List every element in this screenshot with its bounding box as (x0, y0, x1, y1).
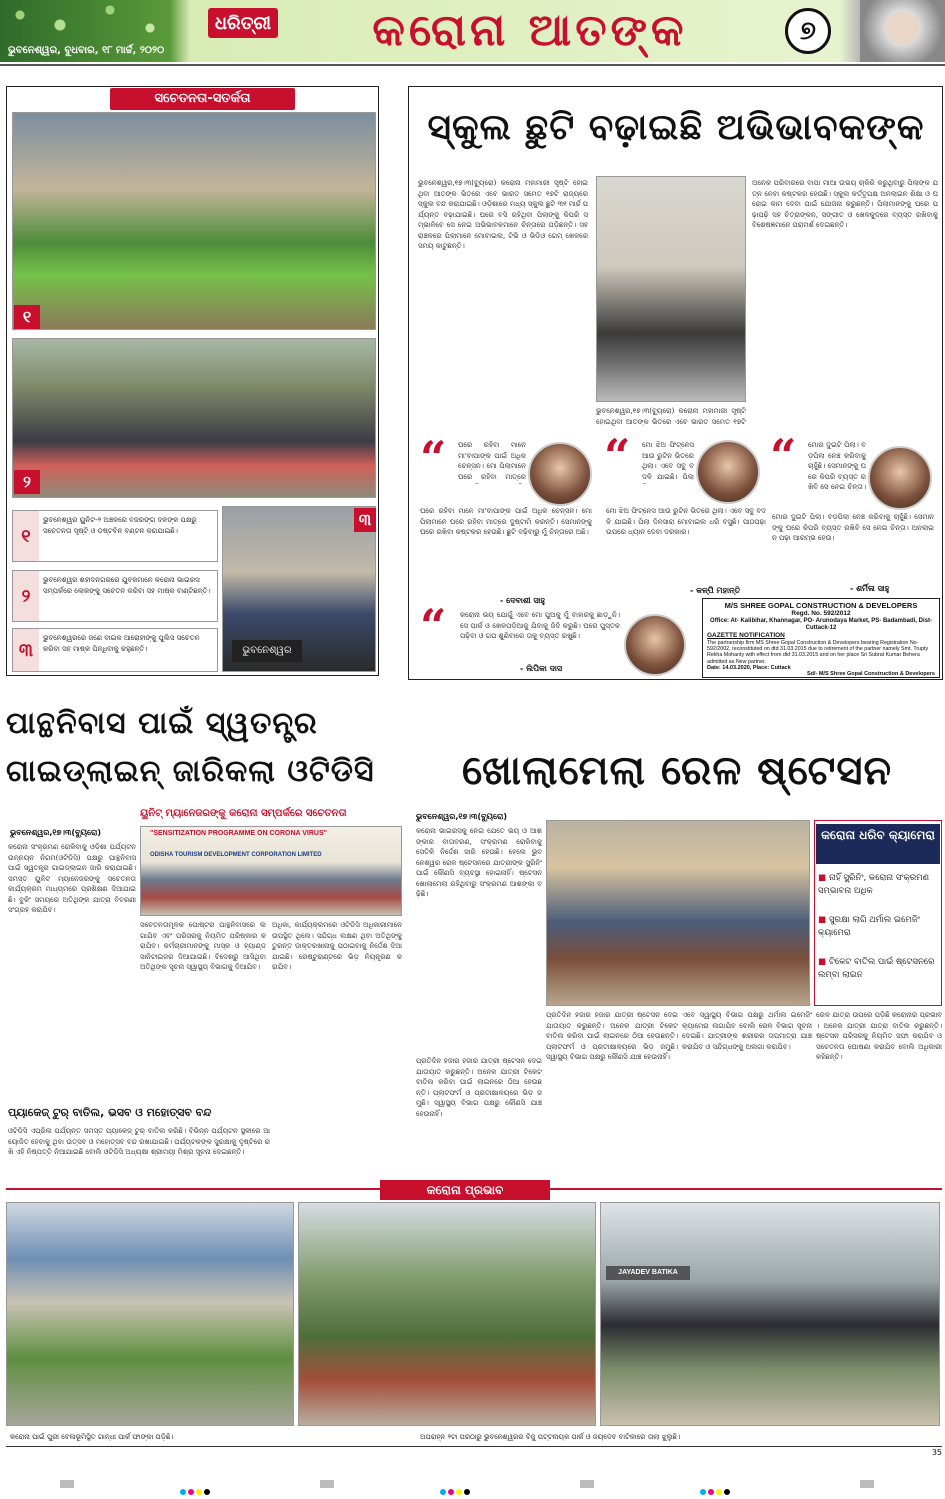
otdc-headline-1: ପାନ୍ଥନିବାସ ପାଇଁ ସ୍ୱତନ୍ତ୍ର (6, 706, 318, 741)
quote-mark-4: “ (420, 599, 447, 653)
photo-railway-station (546, 820, 810, 1006)
gazette-date: Date: 14.03.2020, Place: Cuttack (707, 664, 791, 671)
caption-num: ୩ (13, 629, 39, 671)
photo-biju-park (298, 1202, 596, 1426)
gray-block (60, 1480, 74, 1488)
quote-1-name: - ଦେବାଶୀ ସାହୁ (500, 596, 546, 605)
camera-item-3 (818, 956, 938, 996)
print-marks (0, 1478, 945, 1492)
awareness-tag: ସଚେତନତା-ସତର୍କତା (110, 88, 295, 110)
cmyk-dots (440, 1480, 472, 1499)
photo-kids-home (596, 176, 746, 402)
camera-item-text: ଟିକେଟ ବାତିଲ ପାଇଁ ଷ୍ଟେସନରେ ଲମ୍ବା ଲାଇନ (818, 957, 935, 980)
page-title: କରୋନା ଆତଙ୍କ (372, 5, 688, 56)
leaf-pattern (0, 0, 180, 40)
photo-youth-masks (12, 338, 376, 498)
gazette-regd: Regd. No. 592/2012 (791, 610, 851, 617)
caption-3 (12, 628, 218, 672)
railway-dateline: ଭୁବନେଶ୍ୱର,୧୭।୩(ବ୍ୟୁରୋ) (416, 812, 508, 821)
camera-item-text: ସୁରକ୍ଷା ଲାଗି ଥର୍ମାଲ ଇମେଜିଂ କ୍ୟାମେରା (818, 915, 920, 938)
caption-num: ୧ (13, 511, 39, 561)
caption-bottom-left: କରୋନା ପାଇଁ ପୁରୀ ବେଳାଭୂମିସ୍ଥିତ ଗାନ୍ଧୀ ପାର୍କ ଫାଙ୍କା ପଡ଼ିଛି। (10, 1433, 174, 1441)
quote-mark-1: “ (420, 431, 447, 485)
quote-1-text-b: ଘରେ ରହିବା ମାନେ ମା'ବାପାଙ୍କ ପାଇଁ ଅଧିକ ଚେନ୍ସନ। ମୋ ପିଲାମାନେ ଘରେ ରହିବା ମାତ୍ରେ ଦୁଷ୍ଟାମି କରନ୍ତି। ସେମାନଙ୍କୁ ଘରେ ରଖିବା କଷ୍ଟକର ହେଉଛି। ଛୁଟି ବଢ଼ିବାରୁ ମୁଁ ଚିନ୍ତାରେ ଅଛି। (420, 507, 592, 536)
otdc-sub-headline: ପ୍ୟାକେଜ୍ ଟୁର୍ ବାତିଲ, ଭସବ ଓ ମହୋତ୍ସବ ବନ୍ଦ (8, 1106, 212, 1119)
school-body-col2: ଅନେକ ପରିବାରରେ ବାପା ମାଆ ଉଭୟ ଚାକିରି କରୁଥିବାରୁ ପିଲାଙ୍କ ଯତ୍ନ ନେବା କଷ୍ଟକର ହେଉଛି। ସ୍କୁଲ କର୍ତ୍ତୃପକ୍ଷ ଅନଲାଇନ ଶିକ୍ଷା ଓ ଘରୋଇ କାମ ଦେବା ପାଇଁ ଯୋଜନା କରୁଛନ୍ତି। ପିଲାମାନଙ୍କୁ ଘରେ ପଢ଼ାପଢ଼ି ସହ ଚିତ୍ରାଙ୍କନ, ସଙ୍ଗୀତ ଓ ଖେଳକୁଦରେ ବ୍ୟସ୍ତ ରଖିବାକୁ ବିଶେଷଜ୍ଞମାନେ ପରାମର୍ଶ ଦେଇଛନ୍ତି। (752, 179, 938, 229)
camera-item-text: ନାହିଁ ସ୍କ୍ରିନିଂ, କରୋନା ସଂକ୍ରମଣ ସମ୍ଭାବନା ଅଧିକ (818, 873, 929, 896)
header-rule (0, 64, 945, 66)
railway-body-col1b: ପ୍ରତିଦିନ ହଜାର ହଜାର ଯାତ୍ରୀ ଷ୍ଟେସନ ଦେଇ ଯାତାୟାତ କରୁଛନ୍ତି। ଅନେକ ଯାତ୍ରୀ ଟିକେଟ ବାତିଲ କରିବା ପାଇଁ ଲାଇନରେ ଠିଆ ହେଉଛନ୍ତି। ପ୍ଲାଟଫର୍ମ ଓ ପ୍ରତୀକ୍ଷାଳୟରେ ଭିଡ଼ ଜମୁଛି। ସ୍ୱାସ୍ଥ୍ୟ ବିଭାଗ ପକ୍ଷରୁ କୌଣସି ଯାଞ୍ଚ ହେଉନାହିଁ। (416, 1057, 542, 1118)
caption-text: ଭୁବନେଶ୍ୱର ଶହୀଦନଗରରେ ଯୁବକମାନେ କରୋନା ଭାଇରସ ସମ୍ପର୍କରେ ଲୋକଙ୍କୁ ସଚେତନ କରିବା ସହ ମାଷ୍କ ବାଣ୍ଟିଛନ୍ତି। (43, 576, 211, 595)
jayadev-sign: JAYADEV BATIKA (606, 1266, 690, 1280)
bullet-icon: ■ (818, 915, 829, 925)
page-number: ୭ (785, 8, 831, 54)
otdc-photo-caption: ୟୁନିଟ୍ ମ୍ୟାନେଜରଙ୍କୁ କରୋନା ସମ୍ପର୍କରେ ସଚେତନତା (140, 808, 347, 819)
quote-3-text: ମୋର ଦୁଇଟି ପିଲା। ବଡ଼ପିଲା ନେଞ୍ଚ କରିବାକୁ ଚାହୁଁଛି। ସେମାନଙ୍କୁ ଘରେ କିପରି ବ୍ୟସ୍ତ ରଖିବି ସେ ନେଇ ଚିନ୍ତା। (808, 441, 866, 491)
gazette-notice (702, 598, 940, 678)
avatar-2 (696, 440, 760, 504)
gray-block (580, 1480, 594, 1488)
railway-body-col2: ପ୍ରତିଦିନ ହଜାର ହଜାର ଯାତ୍ରୀ ଷ୍ଟେସନ ଦେଇ ଯାତାୟାତ କରୁଛନ୍ତି। ଅନେକ ଯାତ୍ରୀ ଟିକେଟ ବାତିଲ କରିବା ପାଇଁ ଲାଇନରେ ଠିଆ ହେଉଛନ୍ତି। ପ୍ଲାଟଫର୍ମ ଓ ପ୍ରତୀକ୍ଷାଳୟରେ ଭିଡ଼ ଜମୁଛି। ସ୍ୱାସ୍ଥ୍ୟ ବିଭାଗ ପକ୍ଷରୁ କୌଣସି ଯାଞ୍ଚ ହେଉନାହିଁ। (546, 1011, 678, 1061)
school-headline: ସ୍କୁଲ ଛୁଟି ବଢ଼ାଇଛି ଅଭିଭାବକଙ୍କ (427, 107, 925, 148)
railway-headline: ଖୋଲାମେଲା ରେଳ ଷ୍ଟେସନ (461, 748, 893, 794)
caption-2 (12, 570, 218, 622)
cmyk-dots (180, 1480, 212, 1499)
header-photo (860, 0, 945, 62)
dateline: ଭୁବନେଶ୍ୱର, ବୁଧବାର, ୧୮ ମାର୍ଚ୍ଚ, ୨୦୨୦ (8, 45, 165, 56)
folio-number: 35 (931, 1448, 942, 1457)
quote-1-text: ଘରେ ରହିବା ମାନେ ମା'ବାପାଙ୍କ ପାଇଁ ଅଧିକ ଚେନ୍ସନ। ମୋ ପିଲାମାନେ ଘରେ ରହିବା ମାତ୍ରେ (458, 441, 526, 481)
quote-4-text: କରୋନା ଭୟ ଯୋଗୁଁ ଏବେ ମୋ ପୁଅକୁ ମୁଁ ବାହାରକୁ ଛାଡ଼ୁନି। ସେ ପାର୍କ ଓ ଖେଳପଡ଼ିଆକୁ ଯିବାକୁ ଜିଦି କରୁଛି। ଘରେ ପୁସ୍ତକ ପଢ଼ିବା ଓ ଗପ ଶୁଣିବାରେ ତାକୁ ବ୍ୟସ୍ତ ରଖୁଛି। (460, 611, 620, 640)
section-logo: ଧରିତ୍ରୀ (208, 8, 278, 38)
quote-2-name: - କଳ୍ପି ମହାନ୍ତି (690, 586, 741, 595)
quote-mark-2: “ (604, 429, 631, 483)
otdc-banner-title: "SENSITIZATION PROGRAMME ON CORONA VIRUS" (150, 830, 327, 837)
photo-number-3: ୩ (354, 508, 376, 532)
bullet-icon: ■ (818, 957, 829, 967)
otdc-body-col1: କରୋନା ସଂକ୍ରମଣ ରୋକିବାକୁ ଓଡ଼ିଶା ପର୍ଯ୍ୟଟନ ଉନ୍ନୟନ ନିଗମ(ଓଟିଡିସି) ପକ୍ଷରୁ ପାନ୍ଥନିବାସ ପାଇଁ ସ୍ୱତନ୍ତ୍ର ଗାଇଡ୍‌ଲାଇନ ଜାରି କରାଯାଇଛି। ସମସ୍ତ ୟୁନିଟ ମ୍ୟାନେଜରଙ୍କୁ ସଚେତନତା କାର୍ଯ୍ୟକ୍ରମ ମାଧ୍ୟମରେ ପ୍ରଶିକ୍ଷଣ ଦିଆଯାଇଛି। ବୁକିଂ ସମୟରେ ଅତିଥିଙ୍କ ଯାତ୍ରା ବିବରଣୀ ସଂଗ୍ରହ କରାଯିବ। (8, 843, 136, 914)
bullet-icon: ■ (818, 873, 829, 883)
bottom-rule (6, 1446, 942, 1447)
avatar-4 (624, 614, 686, 676)
caption-num: ୨ (13, 571, 39, 621)
avatar-3 (868, 446, 932, 510)
caption-text: ଭୁବନେଶ୍ୱରରେ ଜଣେ ବାଇକ ଆରୋହୀଙ୍କୁ ପୁଲିସ ସଚେତନ କରିବା ସହ ମାଷ୍କ ପିନ୍ଧିବାକୁ କହୁଛନ୍ତି। (43, 634, 200, 653)
gray-block (320, 1480, 334, 1488)
gazette-body: The partnership firm MS Shree Gopal Construction & Developers bearing Registration No-592/2002, reconstituted on dtd 31.03.2015 due to retirement of the partner namely Smt. Trupty Rekha Mohanty with effect from dtd 31.03.2015 and on her place Sri Subrat Kumar Behera admitted as New partner. (707, 640, 929, 665)
photo-number-2: ୨ (14, 470, 40, 494)
otdc-banner-org: ODISHA TOURISM DEVELOPMENT CORPORATION LIMITED (150, 852, 322, 858)
caption-1 (12, 510, 218, 562)
gazette-title: GAZETTE NOTIFICATION (707, 632, 785, 639)
otdc-headline-2: ଗାଇଡ୍‌ଲାଇନ୍ ଜାରିକଲା ଓଟିଡିସି (6, 754, 375, 789)
gazette-company: M/S SHREE GOPAL CONSTRUCTION & DEVELOPERS (724, 601, 918, 610)
school-body-cont: ଭୁବନେଶ୍ୱର,୧୭।୩(ବ୍ୟୁରୋ) କରୋନା ମହାମାରୀ ସୃଷ୍ଟି ହୋଇଥିବା ଆତଙ୍କ ଭିତରେ ଏବେ ଭାରତ ସମେତ ୧୭ଟି (596, 407, 746, 426)
otdc-body-col2: ସଚେତନତାମୂଳକ ପୋଷ୍ଟର ପାନ୍ଥନିବାସରେ ଲଗାଯିବ ଏବଂ ପରିସରକୁ ନିୟମିତ ପରିଷ୍କାର କରାଯିବ। କର୍ମଚାରୀମାନଙ୍କୁ ମାସ୍କ ଓ ହ୍ୟାଣ୍ଡ ସାନିଟାଇଜର ଦିଆଯାଇଛି। ବିଦେଶରୁ ଆସିଥିବା ଅତିଥିଙ୍କ ସୂଚନା ସ୍ୱାସ୍ଥ୍ୟ ବିଭାଗକୁ ଦିଆଯିବ। (140, 921, 266, 971)
bike-banner: ଭୁବନେଶ୍ୱର (232, 640, 302, 662)
camera-item-1 (818, 872, 938, 912)
school-body-col1: ଭୁବନେଶ୍ୱର,୧୭।୩(ବ୍ୟୁରୋ) କରୋନା ମହାମାରୀ ସୃଷ୍ଟି ହୋଇଥିବା ଆତଙ୍କ ଭିତରେ ଏବେ ଭାରତ ସମେତ ୧୭ଟି ରାଜ୍ୟରେ ସ୍କୁଲ ବନ୍ଦ କରାଯାଇଛି। ଓଡ଼ିଶାରେ ମଧ୍ୟ ସ୍କୁଲ ଛୁଟି ୩୧ ମାର୍ଚ୍ଚ ପର୍ଯ୍ୟନ୍ତ ବଢ଼ାଯାଇଛି। ଘରେ ବସି ରହିଥିବା ପିଲାଙ୍କୁ କିପରି ସମ୍ଭାଳିବେ ସେ ନେଇ ଅଭିଭାବକମାନେ ଚିନ୍ତାରେ ପଡ଼ିଛନ୍ତି। ସହରାଞ୍ଚଳରେ ପିଲାମାନେ ମୋବାଇଲ, ଟିଭି ଓ ଭିଡିଓ ଗେମ୍ ଖେଳରେ ସମୟ କାଟୁଛନ୍ତି। (418, 179, 588, 250)
quote-3-text-b: ମୋର ଦୁଇଟି ପିଲା। ବଡ଼ପିଲା ନେଞ୍ଚ କରିବାକୁ ଚାହୁଁଛି। ସେମାନଙ୍କୁ ଘରେ କିପରି ବ୍ୟସ୍ତ ରଖିବି ସେ ନେଇ ଚିନ୍ତା। ଅନଲାଇନ ପଢ଼ା ଆରମ୍ଭ ହେଉ। (772, 513, 934, 542)
caption-text: ଭୁବନେଶ୍ୱର ୟୁନିଟ-୨ ଅଞ୍ଚଳରେ ବଜରଙ୍ଗ ଦଳଙ୍କ ପକ୍ଷରୁ ସଚେତନତା ସୃଷ୍ଟି ଓ ଡଷ୍ଟବିନ ବଣ୍ଟନ କରାଯାଇଛି। (43, 516, 197, 535)
bottom-tag: କରୋନା ପ୍ରଭାବ (380, 1180, 550, 1200)
photo-jayadev-batika (600, 1202, 940, 1426)
camera-box-title: କରୋନା ଧରିବ କ୍ୟାମେରା (816, 824, 940, 864)
photo-dustbin-distribution (12, 112, 376, 330)
railway-body-col1: କରୋନା ଭାଇରସକୁ ନେଇ ଯେତେ ଭୟ ଓ ଆଶଙ୍କାର ବାତାବରଣ, ସଂକ୍ରମଣ ରୋକିବାକୁ ସେତିକି ନିର୍ଦ୍ଦେଶ ଜାରି ହେଉଛି। ହେଲେ ଭୁବନେଶ୍ୱର ରେଳ ଷ୍ଟେସନରେ ଯାତ୍ରୀଙ୍କ ସ୍କ୍ରିନିଂ ପାଇଁ କୌଣସି ବ୍ୟବସ୍ଥା ହୋଇନାହିଁ। ଷ୍ଟେସନ ଖୋଲାମେଲା ରହିଥିବାରୁ ସଂକ୍ରମଣ ଆଶଙ୍କା ବଢ଼ିଛି। (416, 827, 542, 898)
otdc-sub-body: ଓଟିଡିସି ଏପ୍ରିଲ ପର୍ଯ୍ୟନ୍ତ ସମସ୍ତ ପ୍ୟାକେଜ୍ ଟୁର୍ ବାତିଲ କରିଛି। ବିଭିନ୍ନ ପର୍ଯ୍ୟଟନ ସ୍ଥଳୀରେ ଆୟୋଜିତ ହେବାକୁ ଥିବା ଉତ୍ସବ ଓ ମହୋତ୍ସବ ବନ୍ଦ ରଖାଯାଇଛି। ପର୍ଯ୍ୟଟକଙ୍କ ସୁରକ୍ଷାକୁ ଦୃଷ୍ଟିରେ ରଖି ଏହି ନିଷ୍ପତ୍ତି ନିଆଯାଇଛି ବୋଲି ଓଟିଡିସି ଅଧ୍ୟକ୍ଷା ଶ୍ରୀମୟୀ ମିଶ୍ର ସୂଚନା ଦେଇଛନ୍ତି। (8, 1127, 270, 1156)
caption-bottom-right: ଅପରାହ୍ନ ୨ଟା ପରଠାରୁ ଭୁବନେଶ୍ୱରର ବିଜୁ ପଟ୍ଟନାୟକ ପାର୍କ ଓ ଜୟଦେବ ବାଟିକାରେ ତାଲା ଝୁଲୁଛି। (420, 1433, 681, 1441)
quote-3-name: - ଶର୍ମିଳା ସାହୁ (850, 584, 890, 593)
quote-2-text: ମୋ ଝିଅ ଫିଟ୍ନେସ ଆଉ ରୁଟିନ ଭିତରେ ଥିଲା। ଏବେ ସବୁ ବଦଳି ଯାଇଛି। ପିଲା (642, 441, 694, 481)
photo-puri-park (6, 1202, 294, 1426)
avatar-1 (528, 442, 592, 506)
photo-number-1: ୧ (14, 305, 40, 329)
quote-4-name: - ଲିପିକା ଦାସ (520, 664, 563, 673)
quote-2-text-b: ମୋ ଝିଅ ଫିଟ୍ନେସ ଆଉ ରୁଟିନ ଭିତରେ ଥିଲା। ଏବେ ସବୁ ବଦଳି ଯାଇଛି। ପିଲା ଦିନସାରା ମୋବାଇଲ ଧରି ବସୁଛି। ପାଠପଢ଼ା ଉପରେ ଧ୍ୟାନ ଦେବା ଦରକାର। (606, 507, 766, 536)
quote-mark-3: “ (770, 429, 797, 483)
cmyk-dots (700, 1480, 732, 1499)
gazette-office: Office: At- Kalibihar, Khannagar, PO- Arunodaya Market, PS- Badambadi, Dist- Cuttack-12 (710, 618, 932, 631)
railway-body-col4: ରେଳ ଯାତ୍ରା ଉପରେ ପଡ଼ିଛି କରୋନାର ପ୍ରଭାବ। ଅନେକ ଯାତ୍ରୀ ଯାତ୍ରା ବାତିଲ କରୁଛନ୍ତି। ଷ୍ଟେସନ ପରିସରକୁ ନିୟମିତ ସଫା କରାଯିବ ଓ ସଚେତନତା ଘୋଷଣା କରାଯିବ ବୋଲି ଅଧିକାରୀ କହିଛନ୍ତି। (816, 1011, 942, 1061)
camera-item-2 (818, 914, 938, 954)
railway-body-col3: ଏବେ ସ୍ୱାସ୍ଥ୍ୟ ବିଭାଗ ପକ୍ଷରୁ ଥର୍ମାଲ ଇମେଜିଂ କ୍ୟାମେରା ଲଗାଯିବ ବୋଲି ରେଳ ବିଭାଗ ସୂଚନା ଦେଇଛି। ଯାତ୍ରୀଙ୍କ ଶରୀରର ତାପମାତ୍ରା ଯାଞ୍ଚ କରାଯିବ ଓ ସନ୍ଦିଗ୍ଧଙ୍କୁ ଅଲଗା କରାଯିବ। (682, 1011, 812, 1051)
gray-block (860, 1480, 874, 1488)
otdc-dateline: ଭୁବନେଶ୍ୱର,୧୭।୩(ବ୍ୟୁରୋ) (10, 828, 102, 837)
gazette-sign: Sd/- M/S Shree Gopal Construction & Developers (806, 671, 935, 678)
otdc-body-col3: ଅଧିକା, କାର୍ଯ୍ୟକ୍ରମରେ ଓଟିଡିସି ଅଧିକାରୀମାନେ ଉପସ୍ଥିତ ଥିଲେ। ସନ୍ଦିଗ୍ଧ ଲକ୍ଷଣ ଥିବା ଅତିଥିଙ୍କୁ ତୁରନ୍ତ ଡାକ୍ତରଖାନାକୁ ପଠାଇବାକୁ ନିର୍ଦ୍ଦେଶ ଦିଆଯାଇଛି। ରେଷ୍ଟୁରାଣ୍ଟରେ ଭିଡ଼ ନିୟନ୍ତ୍ରଣ କରାଯିବ। (272, 921, 402, 971)
